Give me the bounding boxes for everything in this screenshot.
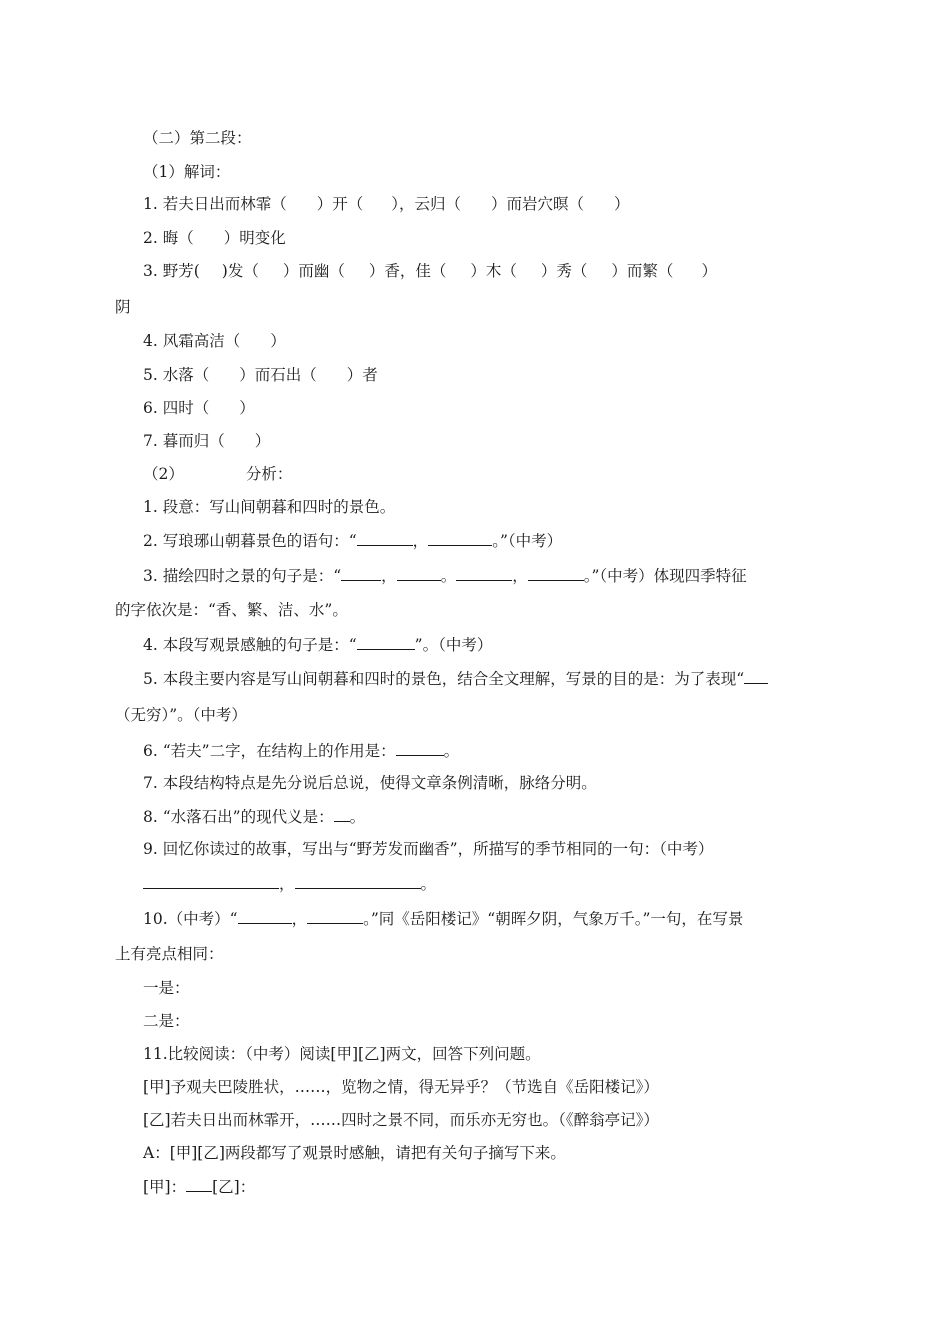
item-text: 若夫日出而林霏（ [162,195,287,213]
item-text: ， [412,532,429,550]
item-text: “水落石出”的现代义是： [162,808,334,826]
section-title: （二）第二段： [143,129,252,147]
analysis-item-2 [143,530,562,551]
item-text: ）秀（ [540,262,588,280]
item-text: 。 [443,742,460,760]
analysis-item-3 [143,565,747,586]
item-number: 7. [143,774,158,792]
item-number: 5. [143,366,158,384]
item-number: 6. [143,399,158,417]
vocab-item-2 [143,228,286,248]
vocab-item-1 [143,194,630,214]
item-text: ）明变化 [223,229,286,247]
item-text: ）者 [346,366,378,384]
item-number: 7. [143,432,158,450]
item-text: ， [381,567,397,585]
item-text: （中考）“ [167,910,238,928]
item-text: 本段结构特点是先分说后总说，使得文章条例清晰，脉络分明。 [162,774,597,792]
answer-blank[interactable] [307,908,363,924]
part2-number: （2） [143,465,184,483]
item-text: 本段写观景感触的句子是：“ [162,636,357,654]
item-text: 。”（中考） [492,532,563,550]
vocab-item-5 [143,365,378,385]
item-text: ） [254,432,271,450]
analysis-item-6 [143,740,459,761]
vocab-item-3-continued: 阴 [115,298,131,316]
item-text: ）香，佳（ [368,262,447,280]
item-number: 2. [143,229,158,247]
item-text: 。 [349,808,366,826]
item-number: 1. [143,195,158,213]
item-text: “若夫”二字，在结构上的作用是： [162,742,396,760]
item-number: 8. [143,808,158,826]
answer-blank[interactable] [396,740,444,756]
item-number: 3. [143,567,158,585]
answer-blank[interactable] [744,668,768,684]
item-text: ） [239,399,255,417]
analysis-item-10-point-one: 一是： [143,979,190,997]
item-text: ， [279,875,295,893]
item-text: 描绘四时之景的句子是：“ [162,567,342,585]
vocab-item-6 [143,398,255,418]
answer-label-yi: [乙]： [212,1178,256,1196]
answer-blank[interactable] [456,565,512,581]
item-text: ， [512,567,528,585]
analysis-item-5 [143,668,768,689]
answer-blank[interactable] [357,634,415,650]
item-text: 水落（ [162,366,210,384]
analysis-item-5-continued: （无穷）”。（中考） [115,706,247,724]
item-number: 10. [143,910,168,928]
item-text: 。 [440,567,457,585]
item-text: ） [270,332,286,350]
item-number: 4. [143,636,158,654]
analysis-item-11-title: 11.比较阅读：（中考）阅读[甲][乙]两文，回答下列问题。 [143,1045,541,1063]
analysis-item-11-jia: [甲]予观夫巴陵胜状，……，览物之情，得无异乎？（节选自《岳阳楼记》） [143,1078,659,1096]
item-text: ），云归（ [391,195,462,213]
item-text: 晦（ [162,229,194,247]
item-text: ， [291,910,308,928]
item-text: ）而岩穴暝（ [491,195,585,213]
answer-blank[interactable] [341,565,381,581]
item-text: 风霜高洁（ [162,332,241,350]
part2-title [143,464,292,484]
item-text: ）而石出（ [239,366,317,384]
item-text: 本段主要内容是写山间朝暮和四时的景色，结合全文理解，写景的目的是：为了表现“ [162,670,745,688]
answer-blank[interactable] [428,530,492,546]
item-number: 3. [143,262,158,280]
item-text: 段意：写山间朝暮和四时的景色。 [162,498,396,516]
analysis-item-4 [143,634,492,655]
item-text: 野芳( [162,262,200,280]
vocab-item-4 [143,331,286,351]
analysis-item-3-continued: 的字依次是：“香、繁、洁、水”。 [115,601,348,619]
analysis-item-10-continued: 上有亮点相同： [115,945,224,963]
item-text: 暮而归（ [162,432,225,450]
item-text: 。 [420,875,437,893]
item-text: 。”（中考）体现四季特征 [583,567,747,585]
analysis-item-7 [143,773,597,793]
analysis-item-8 [143,806,365,827]
item-text: 回忆你读过的故事，写出与“野芳发而幽香”，所描写的季节相同的一句：（中考） [162,840,714,858]
part1-title: （1）解词： [143,163,231,181]
item-text: ”。（中考） [414,636,493,654]
analysis-item-10 [143,908,743,929]
item-text: ）开（ [316,195,364,213]
item-text: ）木（ [470,262,517,280]
analysis-item-9-answer [143,873,436,894]
analysis-item-9 [143,839,713,859]
analysis-item-11-yi: [乙]若夫日出而林霏开，……四时之景不同，而乐亦无穷也。（《醉翁亭记》） [143,1111,659,1129]
item-number: 9. [143,840,158,858]
item-number: 6. [143,742,158,760]
answer-blank[interactable] [186,1176,212,1192]
answer-blank[interactable] [238,908,292,924]
answer-label-jia: [甲]： [143,1178,187,1196]
item-number: 2. [143,532,158,550]
answer-blank[interactable] [528,565,584,581]
item-text: ） [701,262,717,280]
vocab-item-7 [143,431,270,451]
analysis-item-10-point-two: 二是： [143,1012,190,1030]
analysis-item-1 [143,497,395,517]
item-number: 4. [143,332,158,350]
answer-blank[interactable] [295,873,421,889]
item-text: 四时（ [162,399,210,417]
item-text: )发（ [221,262,259,280]
item-text: 。”同《岳阳楼记》“朝晖夕阴，气象万千。”一句，在写景 [363,910,744,928]
item-text: ）而繁（ [611,262,674,280]
analysis-item-11-answer [143,1176,255,1197]
item-text: 写琅琊山朝暮景色的语句：“ [162,532,357,550]
analysis-item-11-question: A：[甲][乙]两段都写了观景时感触，请把有关句子摘写下来。 [143,1144,566,1162]
answer-blank[interactable] [143,873,279,889]
part2-label: 分析： [245,465,293,483]
item-text: ） [614,195,630,213]
item-number: 1. [143,498,158,516]
vocab-item-3 [143,261,717,281]
answer-blank[interactable] [334,806,350,822]
answer-blank[interactable] [397,565,441,581]
item-text: ）而幽（ [282,262,345,280]
answer-blank[interactable] [357,530,413,546]
item-number: 5. [143,670,158,688]
